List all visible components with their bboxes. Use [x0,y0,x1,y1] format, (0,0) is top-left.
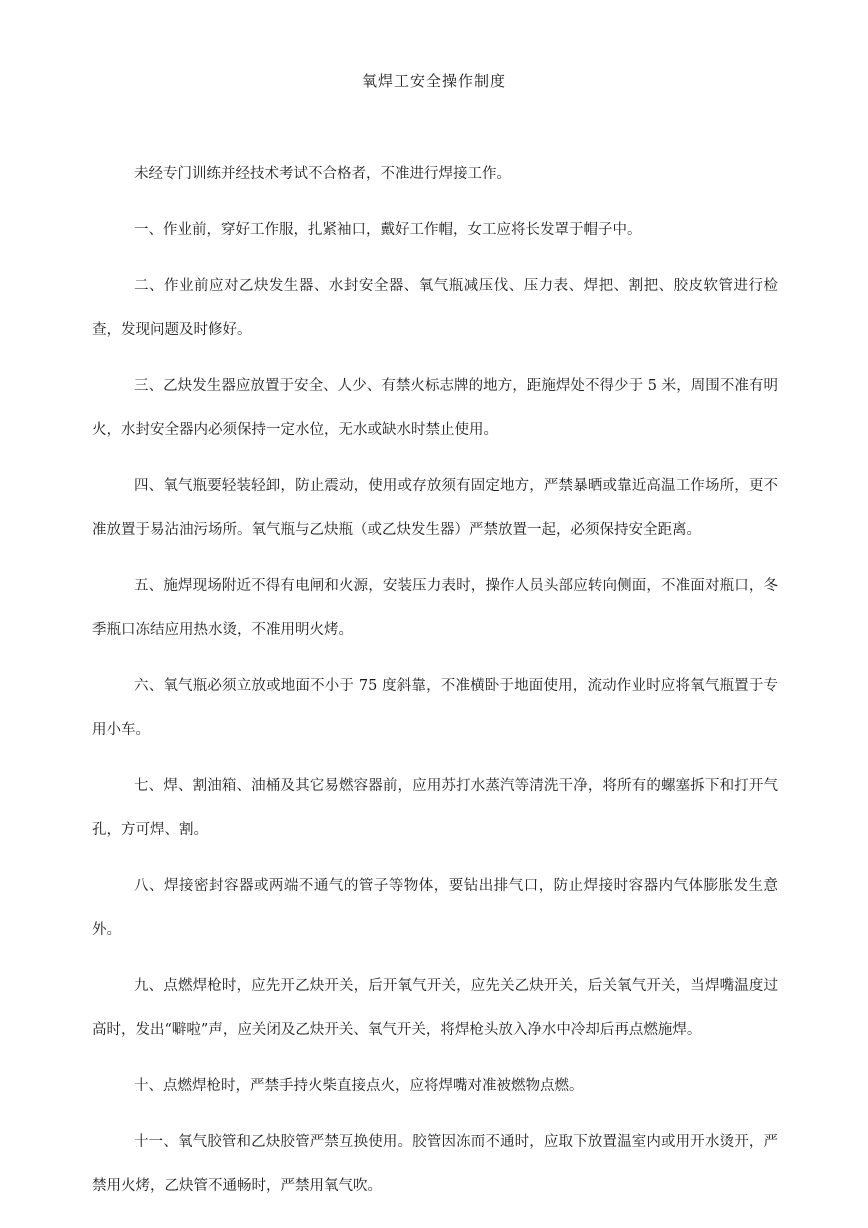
paragraph-rule-2: 二、作业前应对乙炔发生器、水封安全器、氧气瓶减压伐、压力表、焊把、割把、胶皮软管进行检查，发现问题及时修好。 [92,278,778,338]
paragraph-intro: 未经专门训练并经技术考试不合格者，不准进行焊接工作。 [134,166,512,182]
paragraph-rule-3: 三、乙炔发生器应放置于安全、人少、有禁火标志牌的地方，距施焊处不得少于 5 米，周围不准有明火，水封安全器内必须保持一定水位，无水或缺水时禁止使用。 [92,378,778,438]
paragraph-rule-4: 四、氧气瓶要轻装轻卸，防止震动，使用或存放须有固定地方，严禁暴晒或靠近高温工作场所，更不准放置于易沾油污场所。氧气瓶与乙炔瓶（或乙炔发生器）严禁放置一起，必须保持安全距离。 [92,478,778,538]
document-body [92,152,778,1220]
paragraph-rule-10: 十、点燃焊枪时，严禁手持火柴直接点火，应将焊嘴对准被燃物点燃。 [134,1078,584,1094]
paragraph-rule-5: 五、施焊现场附近不得有电闸和火源，安装压力表时，操作人员头部应转向侧面，不准面对瓶口，冬季瓶口冻结应用热水烫，不准用明火烤。 [92,578,778,638]
paragraph-rule-1: 一、作业前，穿好工作服，扎紧袖口，戴好工作帽，女工应将长发罩于帽子中。 [134,222,642,238]
paragraph-rule-7: 七、焊、割油箱、油桶及其它易燃容器前，应用苏打水蒸汽等清洗干净，将所有的螺塞拆下和打开气孔，方可焊、割。 [92,778,778,838]
paragraph-rule-6: 六、氧气瓶必须立放或地面不小于 75 度斜靠，不准横卧于地面使用，流动作业时应将氧气瓶置于专用小车。 [92,678,778,738]
paragraph-rule-11: 十一、氧气胶管和乙炔胶管严禁互换使用。胶管因冻而不通时，应取下放置温室内或用开水烫开，严禁用火烤，乙炔管不通畅时，严禁用氧气吹。 [92,1134,778,1194]
document-title: 氧焊工安全操作制度 [361,72,506,90]
paragraph-rule-8: 八、焊接密封容器或两端不通气的管子等物体，要钻出排气口，防止焊接时容器内气体膨胀发生意外。 [92,878,778,938]
paragraph-rule-9: 九、点燃焊枪时，应先开乙炔开关，后开氧气开关，应先关乙炔开关，后关氧气开关，当焊嘴温度过高时，发出“噼啦”声，应关闭及乙炔开关、氧气开关，将焊枪头放入净水中冷却后再点燃施焊。 [92,978,778,1038]
